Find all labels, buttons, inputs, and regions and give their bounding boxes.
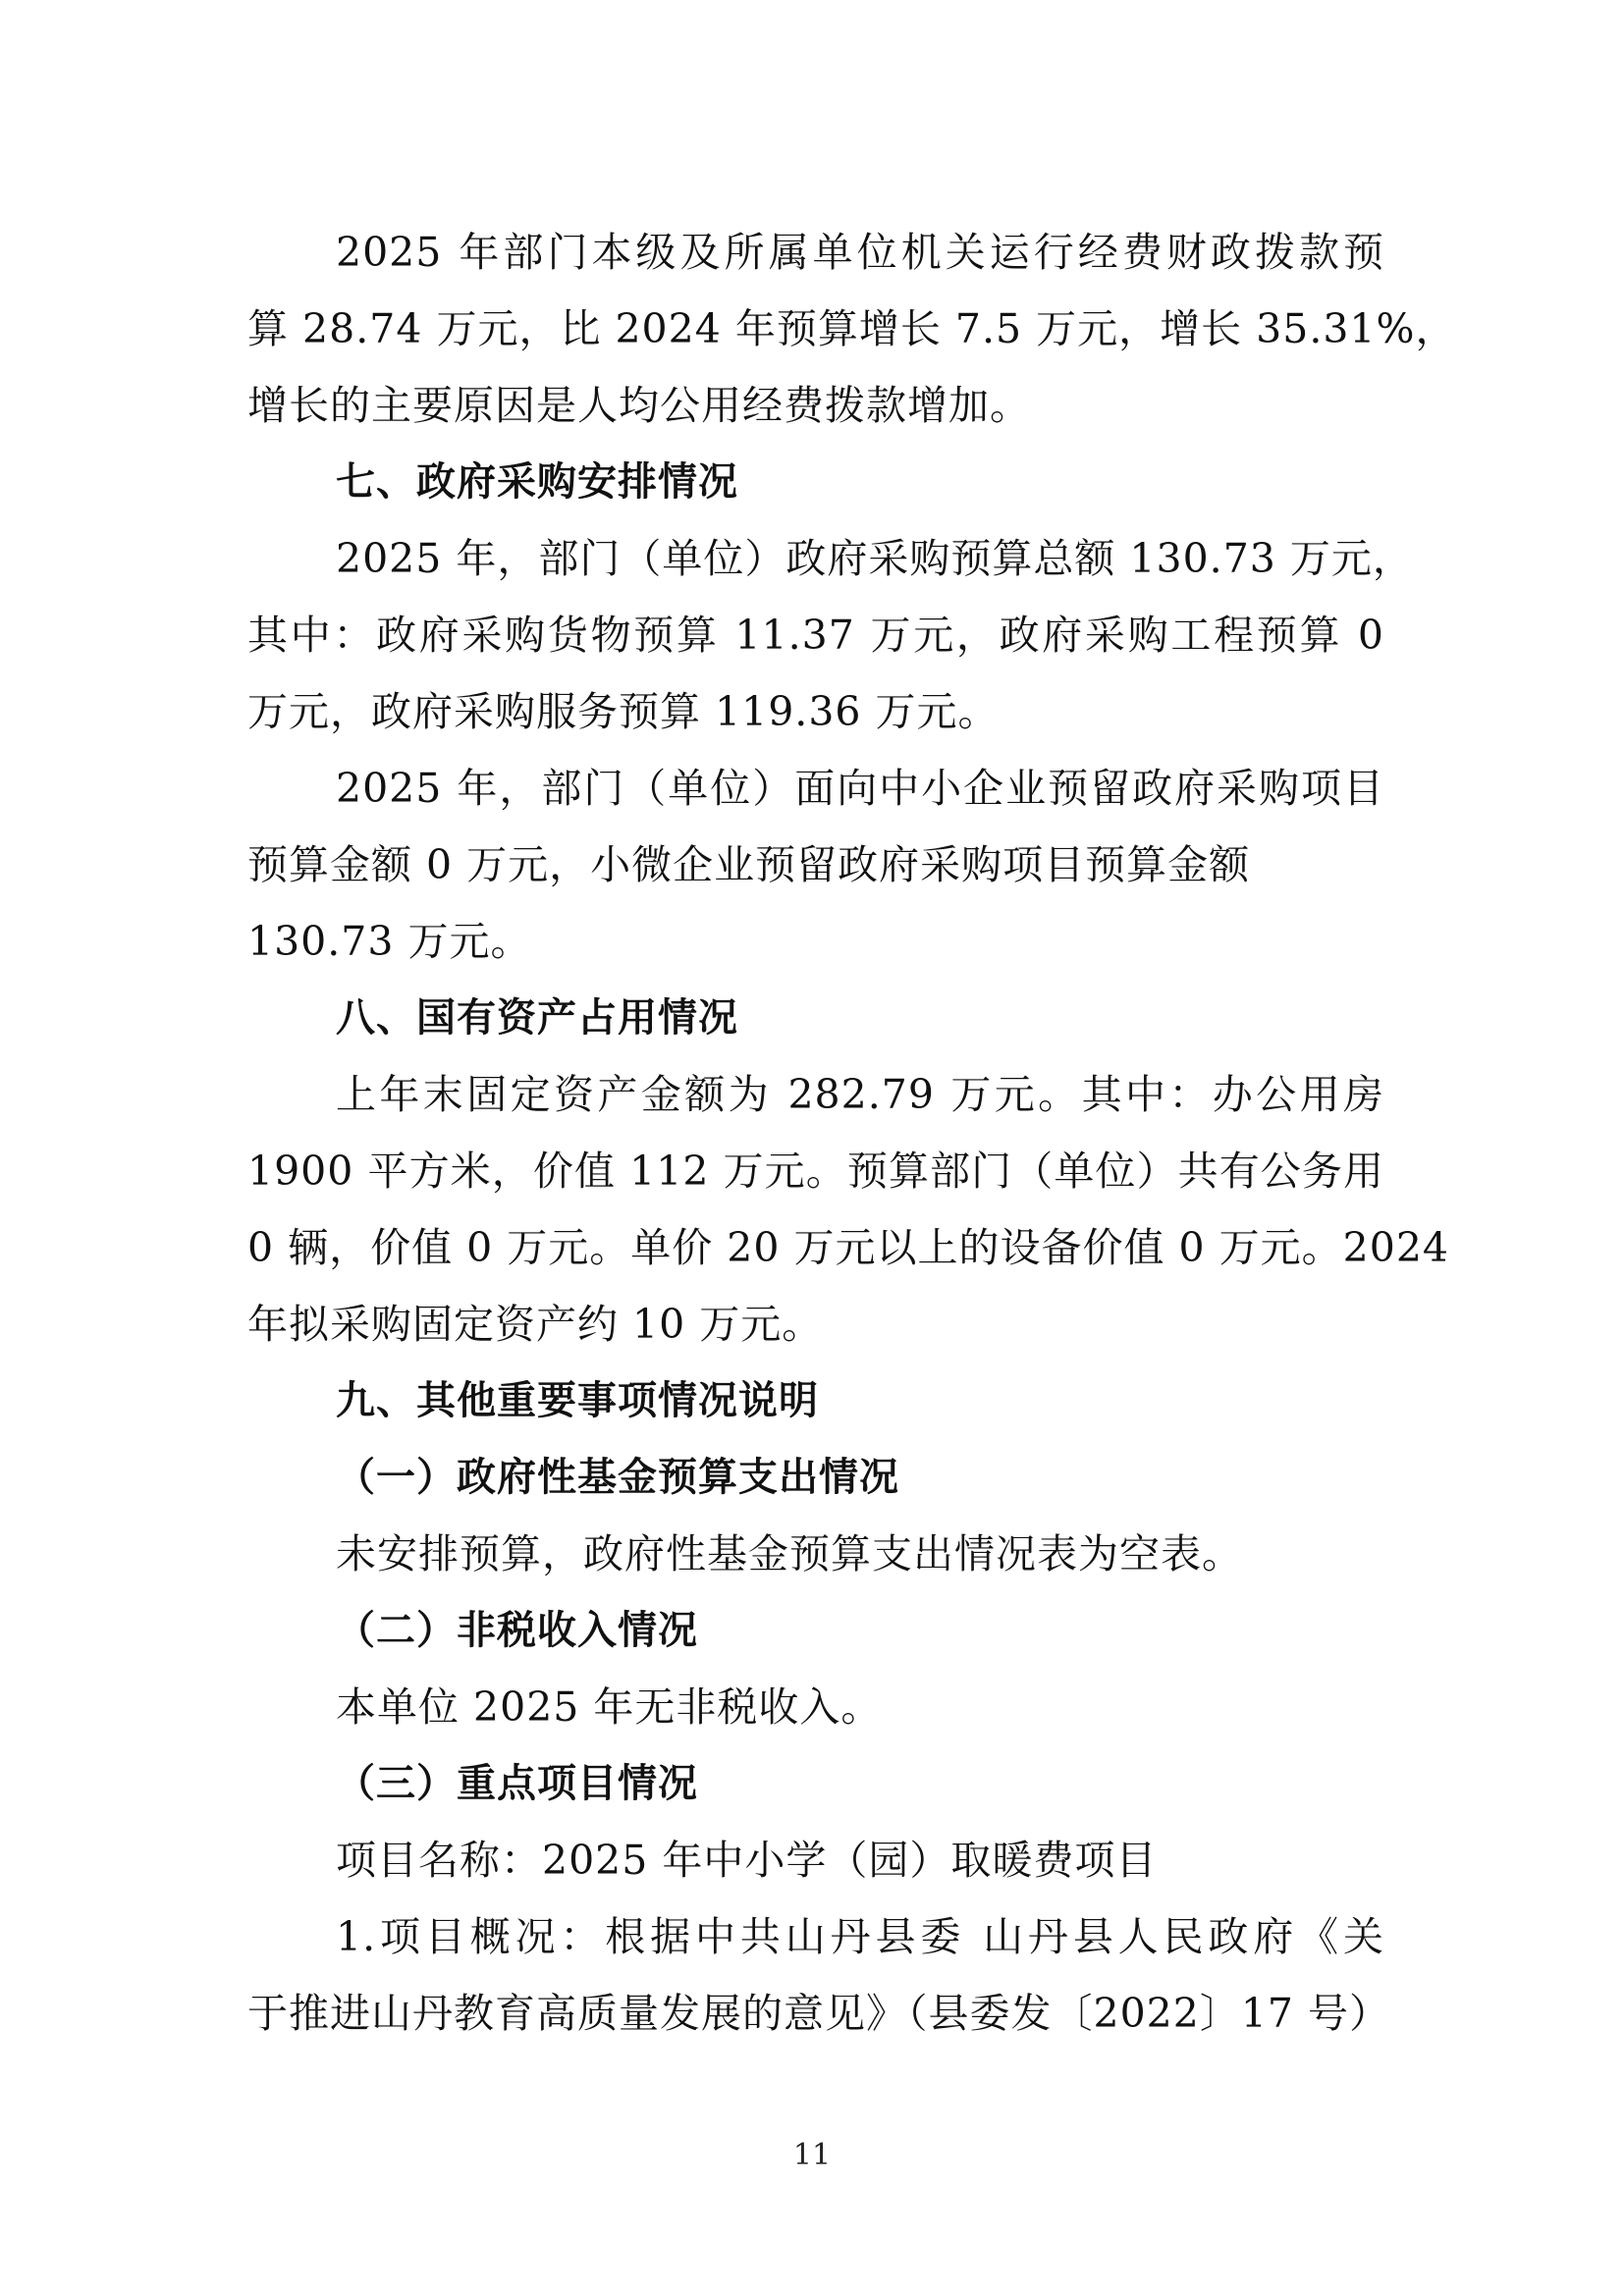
document-body	[247, 214, 1457, 2052]
paragraph-line: 万元，政府采购服务预算 119.36 万元。	[247, 688, 1000, 735]
section-heading: （三）重点项目情况	[336, 1761, 698, 1806]
paragraph-line: 2025 年部门本级及所属单位机关运行经费财政拨款预	[336, 229, 1384, 276]
paragraph-line: 130.73 万元。	[247, 918, 532, 965]
section-heading: （一）政府性基金预算支出情况	[336, 1455, 899, 1500]
paragraph-line: 其中：政府采购货物预算 11.37 万元，政府采购工程预算 0	[247, 612, 1384, 659]
paragraph-line: 预算金额 0 万元，小微企业预留政府采购项目预算金额	[247, 841, 1251, 888]
paragraph-line: 1900 平方米，价值 112 万元。预算部门（单位）共有公务用	[247, 1148, 1384, 1195]
section-heading: 七、政府采购安排情况	[336, 459, 738, 505]
paragraph-line: 算 28.74 万元，比 2024 年预算增长 7.5 万元，增长 35.31%，	[247, 305, 1457, 352]
paragraph-line: 于推进山丹教育高质量发展的意见》（县委发〔2022〕17 号）	[247, 1990, 1391, 2037]
paragraph-line: 2025 年，部门（单位）面向中小企业预留政府采购项目	[336, 765, 1384, 812]
section-heading: 八、国有资产占用情况	[336, 995, 738, 1041]
paragraph-line: 年拟采购固定资产约 10 万元。	[247, 1301, 824, 1348]
paragraph-line: 本单位 2025 年无非税收入。	[336, 1683, 883, 1731]
section-heading: （二）非税收入情况	[336, 1608, 698, 1653]
paragraph-line: 2025 年，部门（单位）政府采购预算总额 130.73 万元，	[336, 535, 1414, 582]
paragraph-line: 增长的主要原因是人均公用经费拨款增加。	[247, 382, 1031, 429]
paragraph-line: 上年末固定资产金额为 282.79 万元。其中：办公用房	[336, 1071, 1384, 1118]
paragraph-line: 项目名称：2025 年中小学（园）取暖费项目	[336, 1837, 1158, 1884]
section-heading: 九、其他重要事项情况说明	[336, 1378, 819, 1423]
page-number: 11	[792, 2138, 832, 2172]
paragraph-line: 1.项目概况：根据中共山丹县委 山丹县人民政府《关	[336, 1913, 1384, 1960]
paragraph-line: 0 辆，价值 0 万元。单价 20 万元以上的设备价值 0 万元。2024	[247, 1224, 1449, 1271]
paragraph-line: 未安排预算，政府性基金预算支出情况表为空表。	[336, 1530, 1243, 1577]
